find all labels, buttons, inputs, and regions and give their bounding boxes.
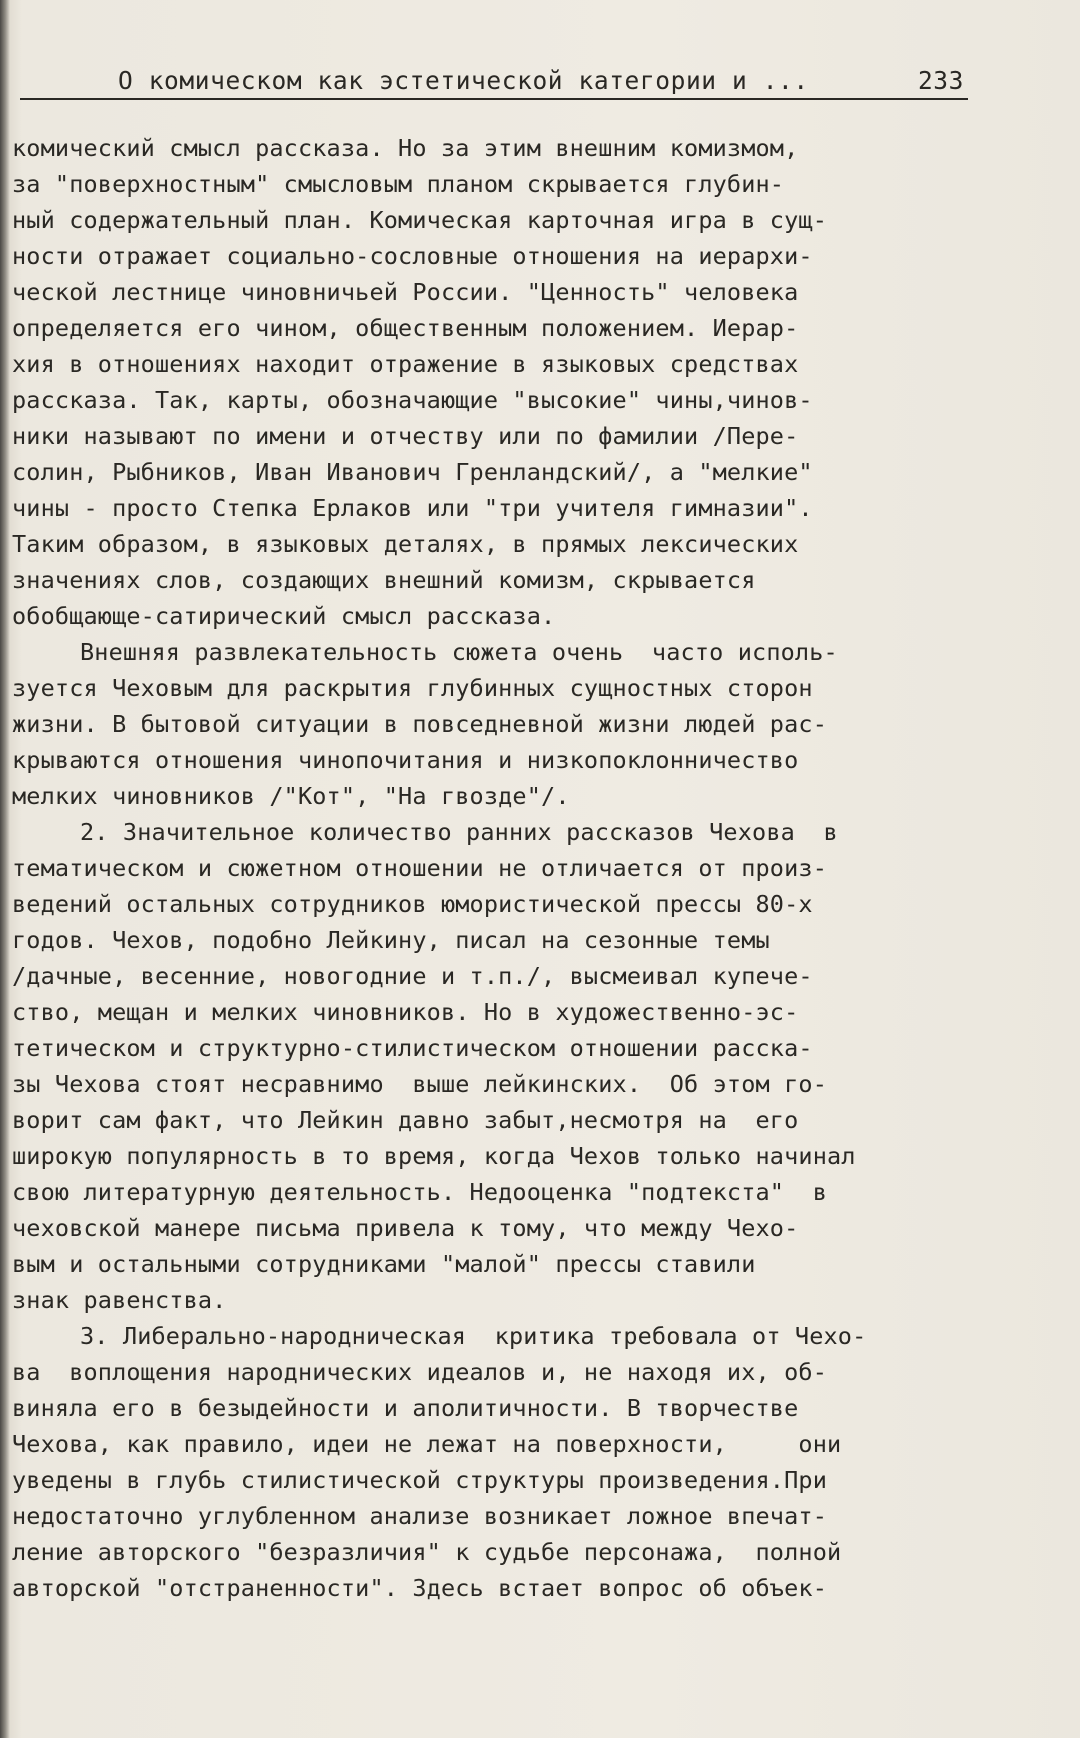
text-line: ство, мещан и мелких чиновников. Но в художественно-эс-	[12, 998, 799, 1026]
text-line: ва воплощения народнических идеалов и, не находя их, об-	[12, 1358, 827, 1386]
text-line: ведений остальных сотрудников юмористической прессы 80-х	[12, 890, 813, 918]
text-line: знак равенства.	[12, 1286, 227, 1314]
body-text	[12, 130, 972, 1606]
text-line: Чехова, как правило, идеи не лежат на поверхности, они	[12, 1430, 842, 1458]
text-line: авторской "отстраненности". Здесь встает вопрос об объек-	[12, 1574, 827, 1602]
text-line: ворит сам факт, что Лейкин давно забыт,несмотря на его	[12, 1106, 799, 1134]
text-line: уведены в глубь стилистической структуры произведения.При	[12, 1466, 827, 1494]
text-line: недостаточно углубленном анализе возникает ложное впечат-	[12, 1502, 827, 1530]
paragraph-first-line: 2. Значительное количество ранних рассказов Чехова в	[80, 818, 838, 846]
header-rule	[20, 98, 968, 100]
binding-edge	[0, 0, 10, 1738]
text-line: ческой лестнице чиновничьей России. "Ценность" человека	[12, 278, 799, 306]
text-line: вым и остальными сотрудниками "малой" прессы ставили	[12, 1250, 756, 1278]
text-line: за "поверхностным" смысловым планом скрывается глубин-	[12, 170, 785, 198]
text-line: значениях слов, создающих внешний комизм, скрывается	[12, 566, 756, 594]
text-line: солин, Рыбников, Иван Иванович Гренландский/, а "мелкие"	[12, 458, 813, 486]
text-line: комический смысл рассказа. Но за этим внешним комизмом,	[12, 134, 799, 162]
text-line: ности отражает социально-сословные отношения на иерархи-	[12, 242, 813, 270]
paragraph-first-line: Внешняя развлекательность сюжета очень часто исполь-	[80, 638, 838, 666]
text-line: ники называют по имени и отчеству или по фамилии /Пере-	[12, 422, 799, 450]
text-line: виняла его в безыдейности и аполитичности. В творчестве	[12, 1394, 799, 1422]
text-line: тематическом и сюжетном отношении не отличается от произ-	[12, 854, 827, 882]
text-line: зуется Чеховым для раскрытия глубинных сущностных сторон	[12, 674, 813, 702]
text-line: широкую популярность в то время, когда Чехов только начинал	[12, 1142, 856, 1170]
text-line: рассказа. Так, карты, обозначающие "высокие" чины,чинов-	[12, 386, 813, 414]
text-line: чеховской манере письма привела к тому, что между Чехо-	[12, 1214, 799, 1242]
page-number: 233	[917, 66, 964, 95]
text-line: зы Чехова стоят несравнимо выше лейкинских. Об этом го-	[12, 1070, 827, 1098]
running-head	[20, 66, 968, 102]
paragraph-first-line: 3. Либерально-народническая критика требовала от Чехо-	[80, 1322, 867, 1350]
running-title: О комическом как эстетической категории и ...	[118, 66, 809, 95]
text-line: тетическом и структурно-стилистическом отношении расска-	[12, 1034, 813, 1062]
text-line: ный содержательный план. Комическая карточная игра в сущ-	[12, 206, 827, 234]
text-line: чины - просто Степка Ерлаков или "три учителя гимназии".	[12, 494, 813, 522]
text-line: свою литературную деятельность. Недооценка "подтекста" в	[12, 1178, 827, 1206]
text-line: определяется его чином, общественным положением. Иерар-	[12, 314, 799, 342]
text-line: годов. Чехов, подобно Лейкину, писал на сезонные темы	[12, 926, 770, 954]
text-line: ление авторского "безразличия" к судьбе персонажа, полной	[12, 1538, 842, 1566]
text-line: /дачные, весенние, новогодние и т.п./, высмеивал купече-	[12, 962, 813, 990]
text-line: Таким образом, в языковых деталях, в прямых лексических	[12, 530, 799, 558]
text-line: мелких чиновников /"Кот", "На гвозде"/.	[12, 782, 570, 810]
text-line: крываются отношения чинопочитания и низкопоклонничество	[12, 746, 799, 774]
text-line: жизни. В бытовой ситуации в повседневной жизни людей рас-	[12, 710, 827, 738]
text-line: хия в отношениях находит отражение в языковых средствах	[12, 350, 799, 378]
text-line: обобщающе-сатирический смысл рассказа.	[12, 602, 556, 630]
